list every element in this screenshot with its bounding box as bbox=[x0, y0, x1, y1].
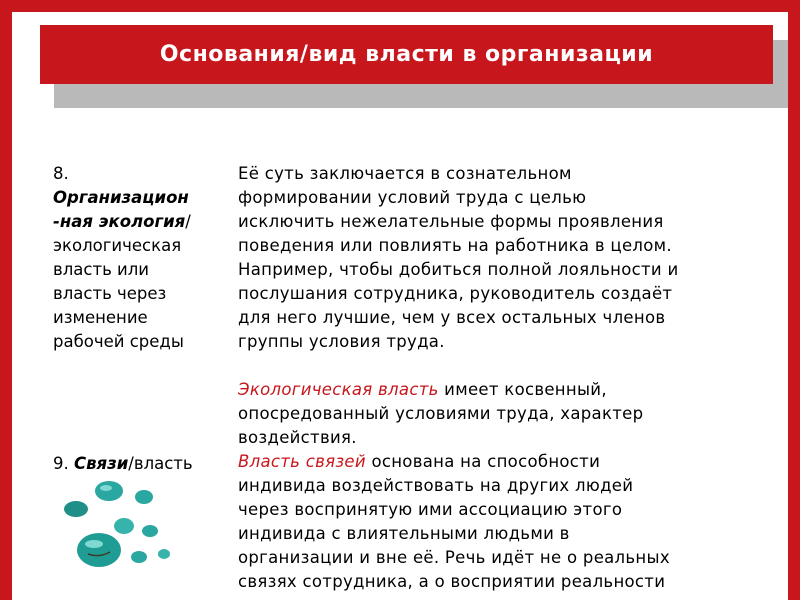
item9-p-line: индивида с влиятельными людьми в bbox=[238, 524, 570, 543]
item9-term-rest: /власть bbox=[128, 454, 193, 473]
item8-p2-line: воздействия. bbox=[238, 428, 357, 447]
item8-p1-line: формировании условий труда с целью bbox=[238, 188, 587, 207]
item8-number: 8. bbox=[53, 164, 69, 183]
item9-p-line: организации и вне её. Речь идёт не о реальных bbox=[238, 548, 670, 567]
item8-term-line2-row bbox=[53, 210, 228, 234]
item8-rest-2: власть через bbox=[53, 284, 167, 303]
turquoise-stones-image bbox=[54, 474, 174, 574]
title-bar bbox=[40, 25, 773, 84]
item8-term-line2: -ная экология bbox=[53, 212, 186, 231]
item8-term-block bbox=[53, 162, 228, 354]
item8-p2-line-first bbox=[238, 378, 778, 402]
item8-p1-line: исключить нежелательные формы проявления bbox=[238, 212, 664, 231]
item9-p-line: через воспринятую ими ассоциацию этого bbox=[238, 500, 623, 519]
item9-term-row bbox=[53, 452, 233, 476]
item8-rest-4: рабочей среды bbox=[53, 332, 184, 351]
description-column bbox=[238, 162, 778, 594]
item8-p1-line: группы условия труда. bbox=[238, 332, 445, 351]
item8-rest-1: власть или bbox=[53, 260, 150, 279]
item8-p1-line: Например, чтобы добиться полной лояльности и bbox=[238, 260, 679, 279]
item9-number: 9. bbox=[53, 454, 74, 473]
page-title: Основания/вид власти в организации bbox=[159, 42, 654, 67]
item9-p-line-first bbox=[238, 450, 778, 474]
item8-p1-line: Её суть заключается в сознательном bbox=[238, 164, 572, 183]
item9-first-rest: основана на способности bbox=[365, 452, 601, 471]
item8-p1-line: послушания сотрудника, руководитель создаёт bbox=[238, 284, 673, 303]
item8-slash: / bbox=[185, 212, 191, 231]
item8-rest-0: экологическая bbox=[53, 236, 182, 255]
item8-p2-line: опосредованный условиями труда, характер bbox=[238, 404, 644, 423]
item8-p2-first-rest: имеет косвенный, bbox=[438, 380, 607, 399]
item8-term-line1: Организацион bbox=[53, 188, 189, 207]
item8-p1-line: для него лучшие, чем у всех остальных членов bbox=[238, 308, 666, 327]
item9-p-line: индивида воздействовать на других людей bbox=[238, 476, 634, 495]
item8-p2-red: Экологическая власть bbox=[238, 380, 439, 399]
item8-p1-line: поведения или повлиять на работника в целом. bbox=[238, 236, 672, 255]
item9-p-line: связях сотрудника, а о восприятии реальности bbox=[238, 572, 666, 591]
item8-rest-3: изменение bbox=[53, 308, 148, 327]
item9-red: Власть связей bbox=[238, 452, 366, 471]
slide bbox=[12, 12, 788, 600]
item9-term: Связи bbox=[74, 454, 129, 473]
paragraph-gap bbox=[238, 354, 778, 378]
